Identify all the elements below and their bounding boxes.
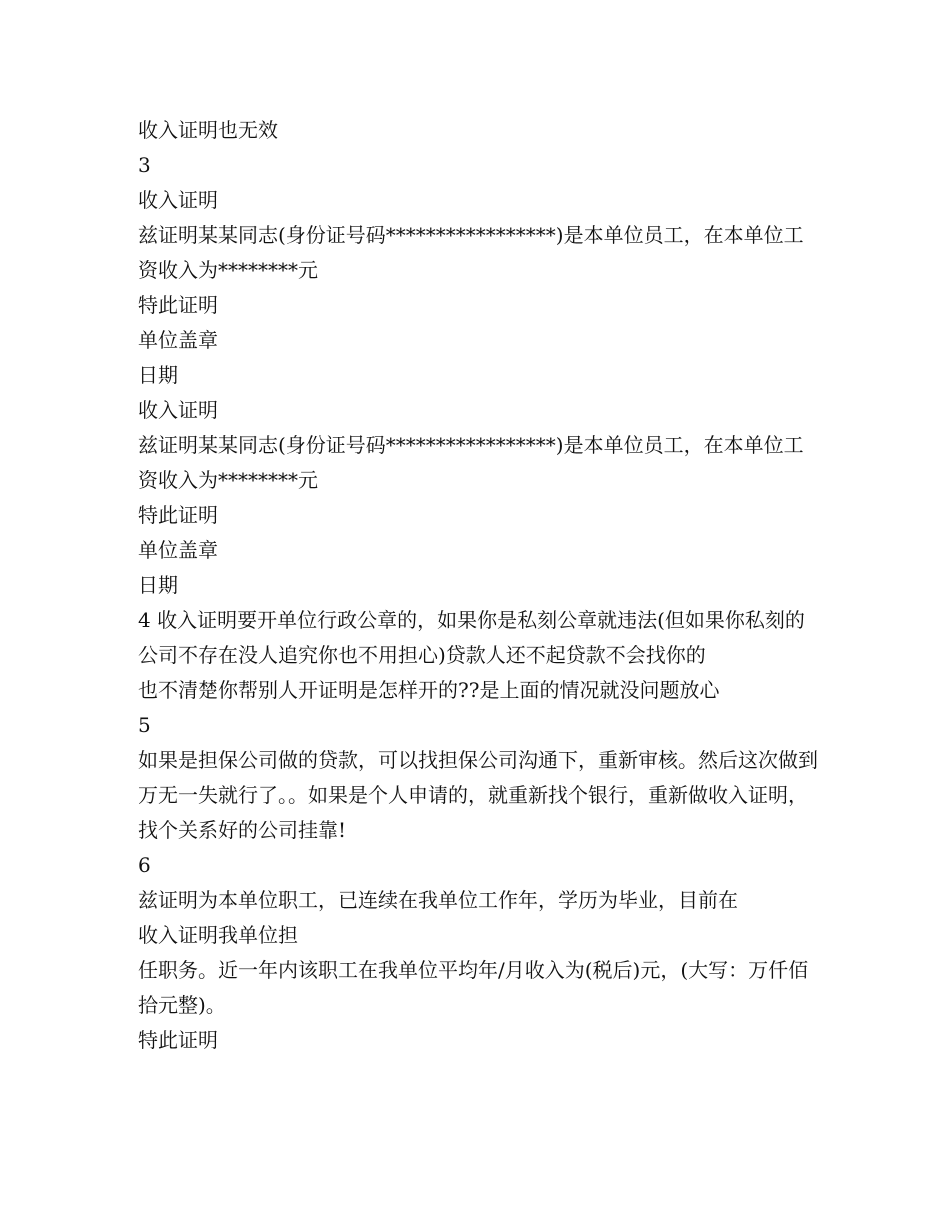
paragraph: 4 收入证明要开单位行政公章的，如果你是私刻公章就违法(但如果你私刻的公司不存在没人追究你也不用担心)贷款人还不起贷款不会找你的 — [138, 608, 805, 667]
section-number: 6 — [138, 853, 151, 877]
document-body — [138, 113, 818, 1058]
certificate-closing: 特此证明 — [138, 503, 218, 527]
paragraph: 任职务。近一年内该职工在我单位平均年/月收入为(税后)元，(大写：万仟佰拾元整)。 — [138, 958, 809, 1017]
certificate-title: 收入证明 — [138, 398, 218, 422]
certificate-date: 日期 — [138, 573, 178, 597]
certificate-seal: 单位盖章 — [138, 328, 218, 352]
text-line: 收入证明也无效 — [138, 118, 278, 142]
certificate-body: 兹证明某某同志(身份证号码*****************)是本单位员工，在本单位工资收入为********元 — [138, 433, 804, 492]
section-number: 3 — [138, 153, 151, 177]
section-number: 5 — [138, 713, 151, 737]
certificate-seal: 单位盖章 — [138, 538, 218, 562]
certificate-closing: 特此证明 — [138, 293, 218, 317]
paragraph: 兹证明为本单位职工，已连续在我单位工作年，学历为毕业，目前在 — [138, 888, 738, 912]
paragraph: 收入证明我单位担 — [138, 923, 298, 947]
certificate-date: 日期 — [138, 363, 178, 387]
paragraph: 也不清楚你帮别人开证明是怎样开的??是上面的情况就没问题放心 — [138, 678, 720, 702]
certificate-title: 收入证明 — [138, 188, 218, 212]
paragraph: 如果是担保公司做的贷款，可以找担保公司沟通下，重新审核。然后这次做到万无一失就行了。。如果是个人申请的，就重新找个银行，重新做收入证明，找个关系好的公司挂靠! — [138, 748, 818, 842]
certificate-body: 兹证明某某同志(身份证号码*****************)是本单位员工，在本单位工资收入为********元 — [138, 223, 804, 282]
certificate-closing: 特此证明 — [138, 1028, 218, 1052]
